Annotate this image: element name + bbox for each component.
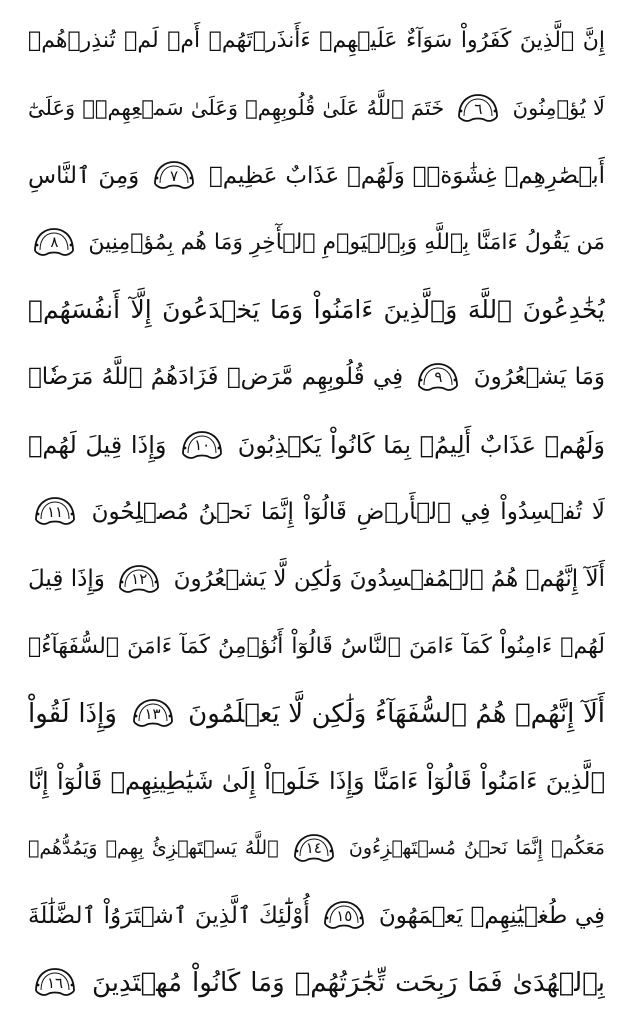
verse-text: لَا يُؤۡمِنُونَ bbox=[512, 96, 605, 121]
verse-text: لَهُمۡ ءَامِنُواْ كَمَآ ءَامَنَ ٱلنَّاسُ قَالُوٓاْ أَنُؤۡمِنُ كَمَآ ءَامَنَ ٱلسُّفَهَآءُۗ bbox=[28, 633, 605, 659]
text-line bbox=[28, 81, 605, 135]
text-line bbox=[28, 687, 605, 741]
verse-text: أُوْلَٰٓئِكَ ٱلَّذِينَ ٱشۡتَرَوُاْ ٱلضَّلَٰلَةَ bbox=[28, 902, 310, 929]
text-line bbox=[28, 14, 605, 68]
verse-text: لَا تُفۡسِدُواْ فِي ٱلۡأَرۡضِ قَالُوٓاْ إِنَّمَا نَحۡنُ مُصۡلِحُونَ bbox=[91, 498, 605, 525]
text-line bbox=[28, 552, 605, 606]
verse-text: أَلَآ إِنَّهُمۡ هُمُ ٱلۡمُفۡسِدُونَ وَلَٰكِن لَّا يَشۡعُرُونَ bbox=[173, 566, 605, 593]
verse-text: ٱللَّهُ يَسۡتَهۡزِئُ بِهِمۡ وَيَمُدُّهُمۡ bbox=[28, 837, 279, 860]
ayah-number: ٩ bbox=[434, 368, 443, 387]
ayah-number: ٨ bbox=[50, 233, 59, 252]
verse-text: وَإِذَا قِيلَ bbox=[28, 566, 105, 593]
verse-text: خَتَمَ ٱللَّهُ عَلَىٰ قُلُوبِهِمۡ وَعَلَىٰ سَمۡعِهِمۡۖ وَعَلَىٰٓ bbox=[28, 96, 445, 121]
text-line bbox=[28, 889, 605, 943]
ayah-end-marker bbox=[455, 89, 501, 129]
text-line bbox=[28, 350, 605, 404]
verse-text: وَمِنَ ٱلنَّاسِ bbox=[28, 162, 140, 189]
ayah-end-marker bbox=[179, 426, 225, 466]
ayah-end-marker bbox=[116, 560, 162, 600]
verse-text: فِي طُغۡيَٰنِهِمۡ يَعۡمَهُونَ bbox=[378, 902, 605, 929]
ayah-end-marker bbox=[291, 829, 337, 869]
ayah-number: ١٠ bbox=[194, 436, 211, 455]
verse-text: وَلَهُمۡ عَذَابٌ أَلِيمُۢ بِمَا كَانُواْ يَكۡذِبُونَ bbox=[237, 430, 605, 459]
ayah-number: ٦ bbox=[474, 99, 483, 118]
text-line bbox=[28, 149, 605, 203]
text-line bbox=[28, 283, 605, 337]
ayah-number: ١١ bbox=[46, 502, 64, 521]
text-line bbox=[28, 821, 605, 875]
ayah-number: ١٤ bbox=[305, 839, 322, 858]
verse-text: يُخَٰدِعُونَ ٱللَّهَ وَٱلَّذِينَ ءَامَنُواْ وَمَا يَخۡدَعُونَ إِلَّآ أَنفُسَهُمۡ bbox=[28, 295, 605, 325]
verse-text: أَلَآ إِنَّهُمۡ هُمُ ٱلسُّفَهَآءُ وَلَٰكِن لَّا يَعۡلَمُونَ bbox=[188, 698, 605, 729]
ayah-end-marker bbox=[415, 358, 461, 398]
ayah-end-marker bbox=[321, 896, 367, 936]
ayah-number: ٧ bbox=[170, 166, 179, 185]
verse-text: وَإِذَا لَقُواْ bbox=[28, 698, 117, 729]
verse-text: بِٱلۡهُدَىٰ فَمَا رَبِحَت تِّجَٰرَتُهُمۡ وَمَا كَانُواْ مُهۡتَدِينَ bbox=[92, 967, 605, 998]
ayah-end-marker bbox=[130, 694, 176, 734]
ayah-number: ١٥ bbox=[336, 906, 353, 925]
verse-text: مَعَكُمۡ إِنَّمَا نَحۡنُ مُسۡتَهۡزِءُونَ bbox=[348, 837, 605, 860]
verse-text: فِي قُلُوبِهِم مَّرَضٞ فَزَادَهُمُ ٱللَّهُ مَرَضٗاۖ bbox=[28, 364, 404, 391]
verse-text: أَبۡصَٰرِهِمۡ غِشَٰوَةٞۖ وَلَهُمۡ عَذَابٌ عَظِيمٞ bbox=[208, 162, 605, 189]
verse-text: وَمَا يَشۡعُرُونَ bbox=[473, 364, 605, 391]
verse-text: وَإِذَا قِيلَ لَهُمۡ bbox=[28, 430, 167, 459]
text-line bbox=[28, 956, 605, 1010]
text-line bbox=[28, 418, 605, 472]
verse-text: ٱلَّذِينَ ءَامَنُواْ قَالُوٓاْ ءَامَنَّا وَإِذَا خَلَوۡاْ إِلَىٰ شَيَٰطِينِهِمۡ قَالُوٓاْ إِنَّا bbox=[28, 767, 605, 796]
verse-text: إِنَّ ٱلَّذِينَ كَفَرُواْ سَوَآءٌ عَلَيۡهِمۡ ءَأَنذَرۡتَهُمۡ أَمۡ لَمۡ تُنذِرۡهُمۡ bbox=[28, 28, 605, 53]
text-line bbox=[28, 485, 605, 539]
ayah-number: ١٦ bbox=[46, 973, 64, 992]
ayah-end-marker bbox=[151, 156, 197, 196]
page-text-lines bbox=[28, 14, 605, 1010]
text-line bbox=[28, 754, 605, 808]
text-line bbox=[28, 216, 605, 270]
verse-text: مَن يَقُولُ ءَامَنَّا بِٱللَّهِ وَبِٱلۡيَوۡمِ ٱلۡأٓخِرِ وَمَا هُم بِمُؤۡمِنِينَ bbox=[88, 229, 605, 255]
ayah-end-marker bbox=[31, 223, 77, 263]
ayah-number: ١٣ bbox=[144, 704, 161, 723]
ayah-number: ١٢ bbox=[131, 570, 148, 589]
ayah-end-marker bbox=[32, 492, 78, 532]
ayah-end-marker bbox=[32, 963, 78, 1003]
text-line bbox=[28, 620, 605, 674]
